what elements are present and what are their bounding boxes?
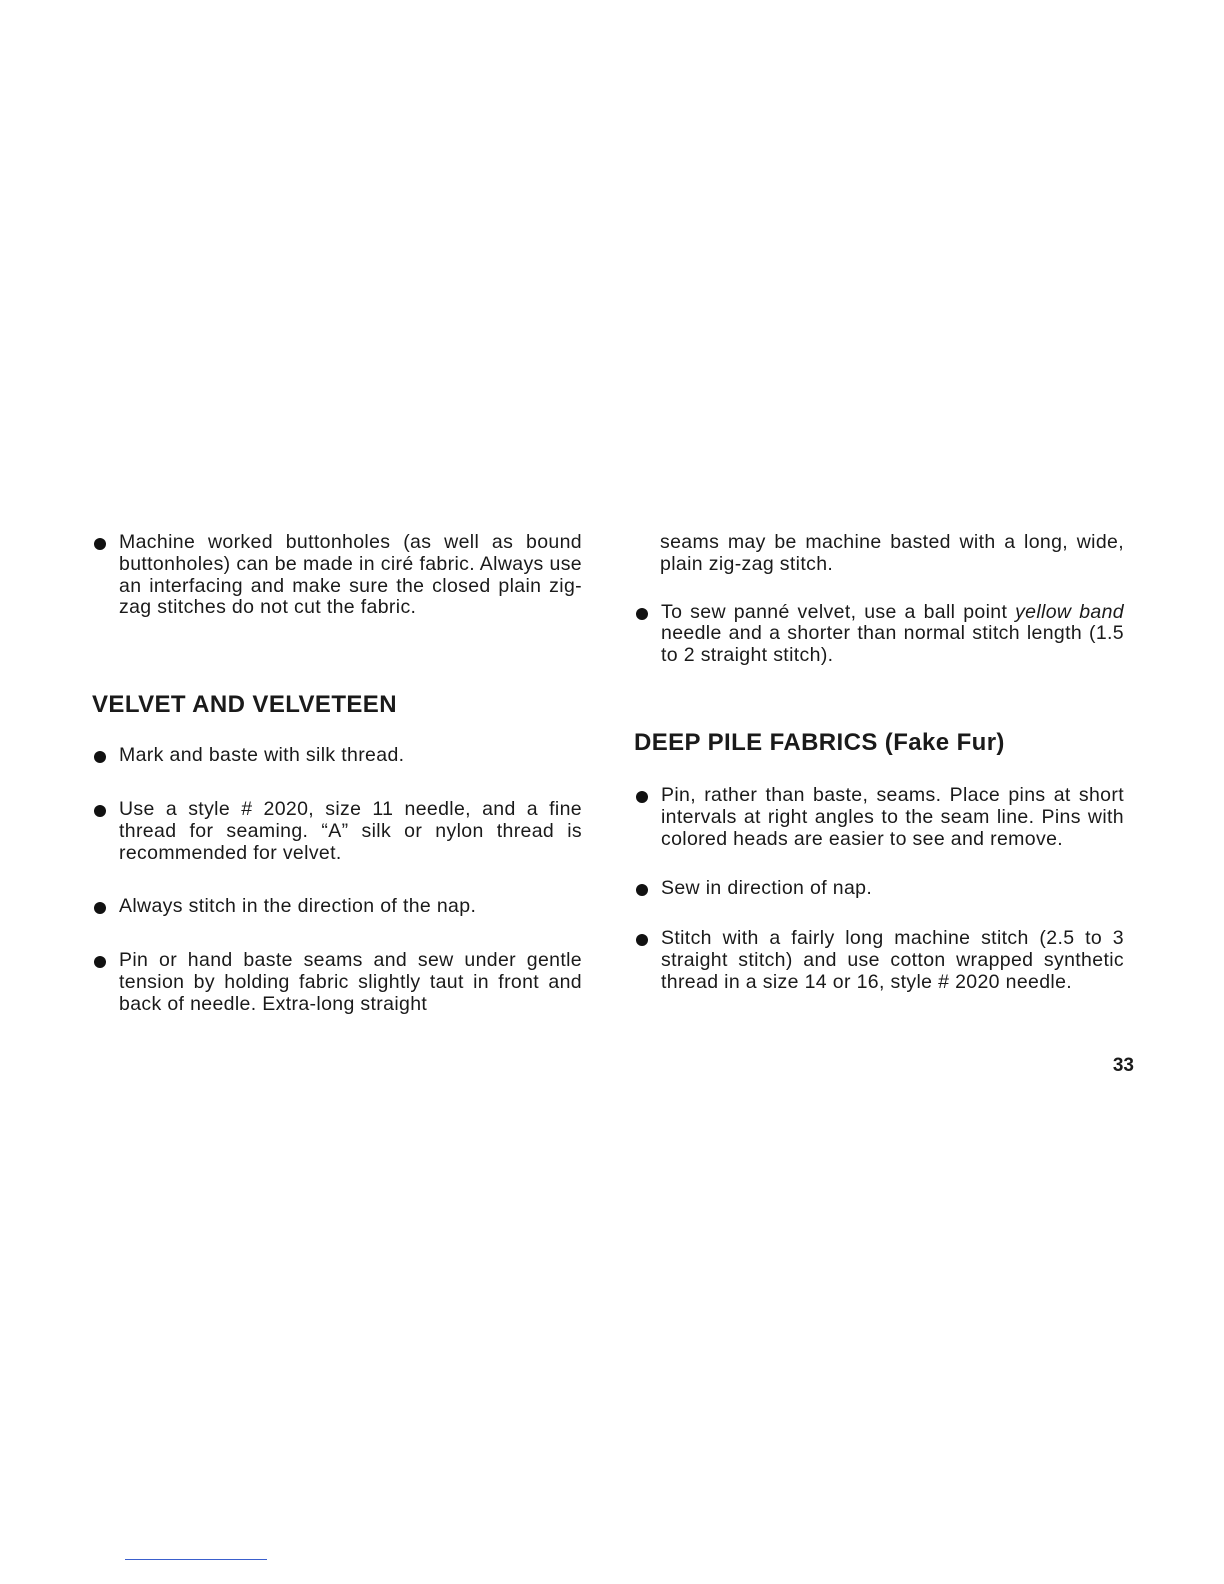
list-item xyxy=(92,532,582,619)
left-column xyxy=(92,532,582,1016)
list-item xyxy=(634,602,1124,667)
page-number: 33 xyxy=(1112,1055,1134,1076)
bullet-icon xyxy=(636,791,648,803)
bullet-text: Always stitch in the direction of the nap. xyxy=(119,895,477,918)
bullet-text: Use a style # 2020, size 11 needle, and a fine thread for seaming. “A” silk or nylon thread is recommended for velvet. xyxy=(119,797,582,864)
bullet-text: Machine worked buttonholes (as well as bound buttonholes) can be made in ciré fabric. Always use an interfacing and make sure the closed plain zig-zag stitches do not cut the fabric. xyxy=(119,531,582,619)
continuation-text: seams may be machine basted with a long, wide, plain zig-zag stitch. xyxy=(660,531,1124,575)
section-heading-velvet: VELVET AND VELVETEEN xyxy=(92,691,397,719)
bullet-icon xyxy=(636,884,648,896)
bullet-icon xyxy=(636,934,648,946)
bullet-text: Stitch with a fairly long machine stitch (2.5 to 3 straight stitch) and use cotton wrapped synthetic thread in a size 14 or 16, style # 2020 needle. xyxy=(661,927,1124,993)
list-item xyxy=(92,896,582,918)
section-heading-deep-pile: DEEP PILE FABRICS (Fake Fur) xyxy=(634,728,1005,756)
bullet-icon xyxy=(94,805,106,817)
list-item xyxy=(634,928,1124,993)
right-column xyxy=(634,532,1124,994)
list-item xyxy=(634,878,1124,900)
bullet-text-emphasis: yellow band xyxy=(1015,600,1124,623)
bullet-text-before: To sew panné velvet, use a ball point xyxy=(661,600,1016,623)
list-item xyxy=(634,785,1124,850)
list-item xyxy=(92,745,582,767)
footer-rule xyxy=(125,1559,267,1560)
bullet-icon xyxy=(94,538,106,550)
bullet-text: Pin or hand baste seams and sew under gentle tension by holding fabric slightly taut in front and back of needle. Extra-long straight xyxy=(119,949,582,1015)
bullet-text-after: needle and a shorter than normal stitch length (1.5 to 2 straight stitch). xyxy=(661,622,1124,667)
bullet-icon xyxy=(94,902,106,914)
bullet-icon xyxy=(636,608,648,620)
list-item xyxy=(92,950,582,1015)
list-item xyxy=(92,799,582,864)
bullet-text: Sew in direction of nap. xyxy=(661,877,873,900)
bullet-icon xyxy=(94,751,106,763)
bullet-text: Pin, rather than baste, seams. Place pins at short intervals at right angles to the seam line. Pins with colored heads are easier to see and remove. xyxy=(661,783,1124,850)
bullet-icon xyxy=(94,956,106,968)
bullet-text: Mark and baste with silk thread. xyxy=(119,744,405,767)
